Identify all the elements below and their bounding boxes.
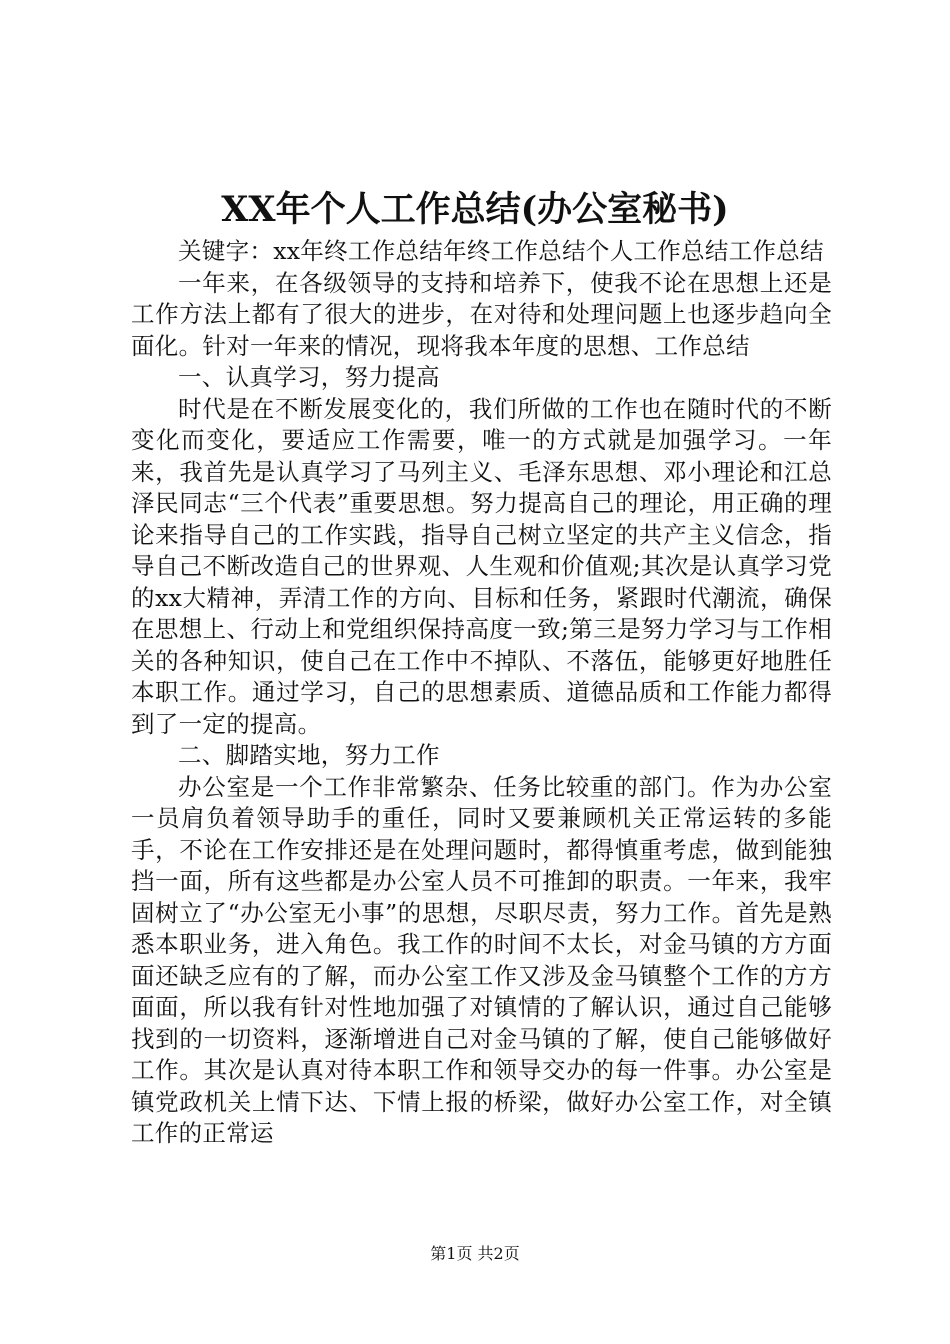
section-1-paragraph: 时代是在不断发展变化的，我们所做的工作也在随时代的不断变化而变化，要适应工作需要，唯一的方式就是加强学习。一年来，我首先是认真学习了马列主义、毛泽东思想、邓小理论和江总泽民同志“三个代表”重要思想。努力提高自己的理论，用正确的理论来指导自己的工作实践，指导自己树立坚定的共产主义信念，指导自己不断改造自己的世界观、人生观和价值观;其次是认真学习党的xx大精神，弄清工作的方向、目标和任务，紧跟时代潮流，确保在思想上、行动上和党组织保持高度一致;第三是努力学习与工作相关的各种知识，使自己在工作中不掉队、不落伍，能够更好地胜任本职工作。通过学习，自己的思想素质、道德品质和工作能力都得到了一定的提高。 [131,394,832,738]
page-footer: 第1页 共2页 [430,1244,520,1263]
section-heading-1: 一、认真学习，努力提高 [178,363,440,391]
keywords-paragraph: 关键字：xx年终工作总结年终工作总结个人工作总结工作总结 [178,237,824,265]
section-heading-2: 二、脚踏实地，努力工作 [178,741,440,769]
section-2-paragraph: 办公室是一个工作非常繁杂、任务比较重的部门。作为办公室一员肩负着领导助手的重任，同时又要兼顾机关正常运转的多能手，不论在工作安排还是在处理问题时，都得慎重考虑，做到能独挡一面，所有这些都是办公室人员不可推卸的职责。一年来，我牢固树立了“办公室无小事”的思想，尽职尽责，努力工作。首先是熟悉本职业务，进入角色。我工作的时间不太长，对金马镇的方方面面还缺乏应有的了解，而办公室工作又涉及金马镇整个工作的方方面面，所以我有针对性地加强了对镇情的了解认识，通过自己能够找到的一切资料，逐渐增进自己对金马镇的了解，使自己能够做好工作。其次是认真对待本职工作和领导交办的每一件事。办公室是镇党政机关上情下达、下情上报的桥梁，做好办公室工作，对全镇工作的正常运 [131,772,832,1147]
document-title: XX年个人工作总结(办公室秘书) [221,189,729,230]
document-body [131,236,832,1150]
intro-paragraph: 一年来，在各级领导的支持和培养下，使我不论在思想上还是工作方法上都有了很大的进步，在对待和处理问题上也逐步趋向全面化。针对一年来的情况，现将我本年度的思想、工作总结 [131,268,832,360]
